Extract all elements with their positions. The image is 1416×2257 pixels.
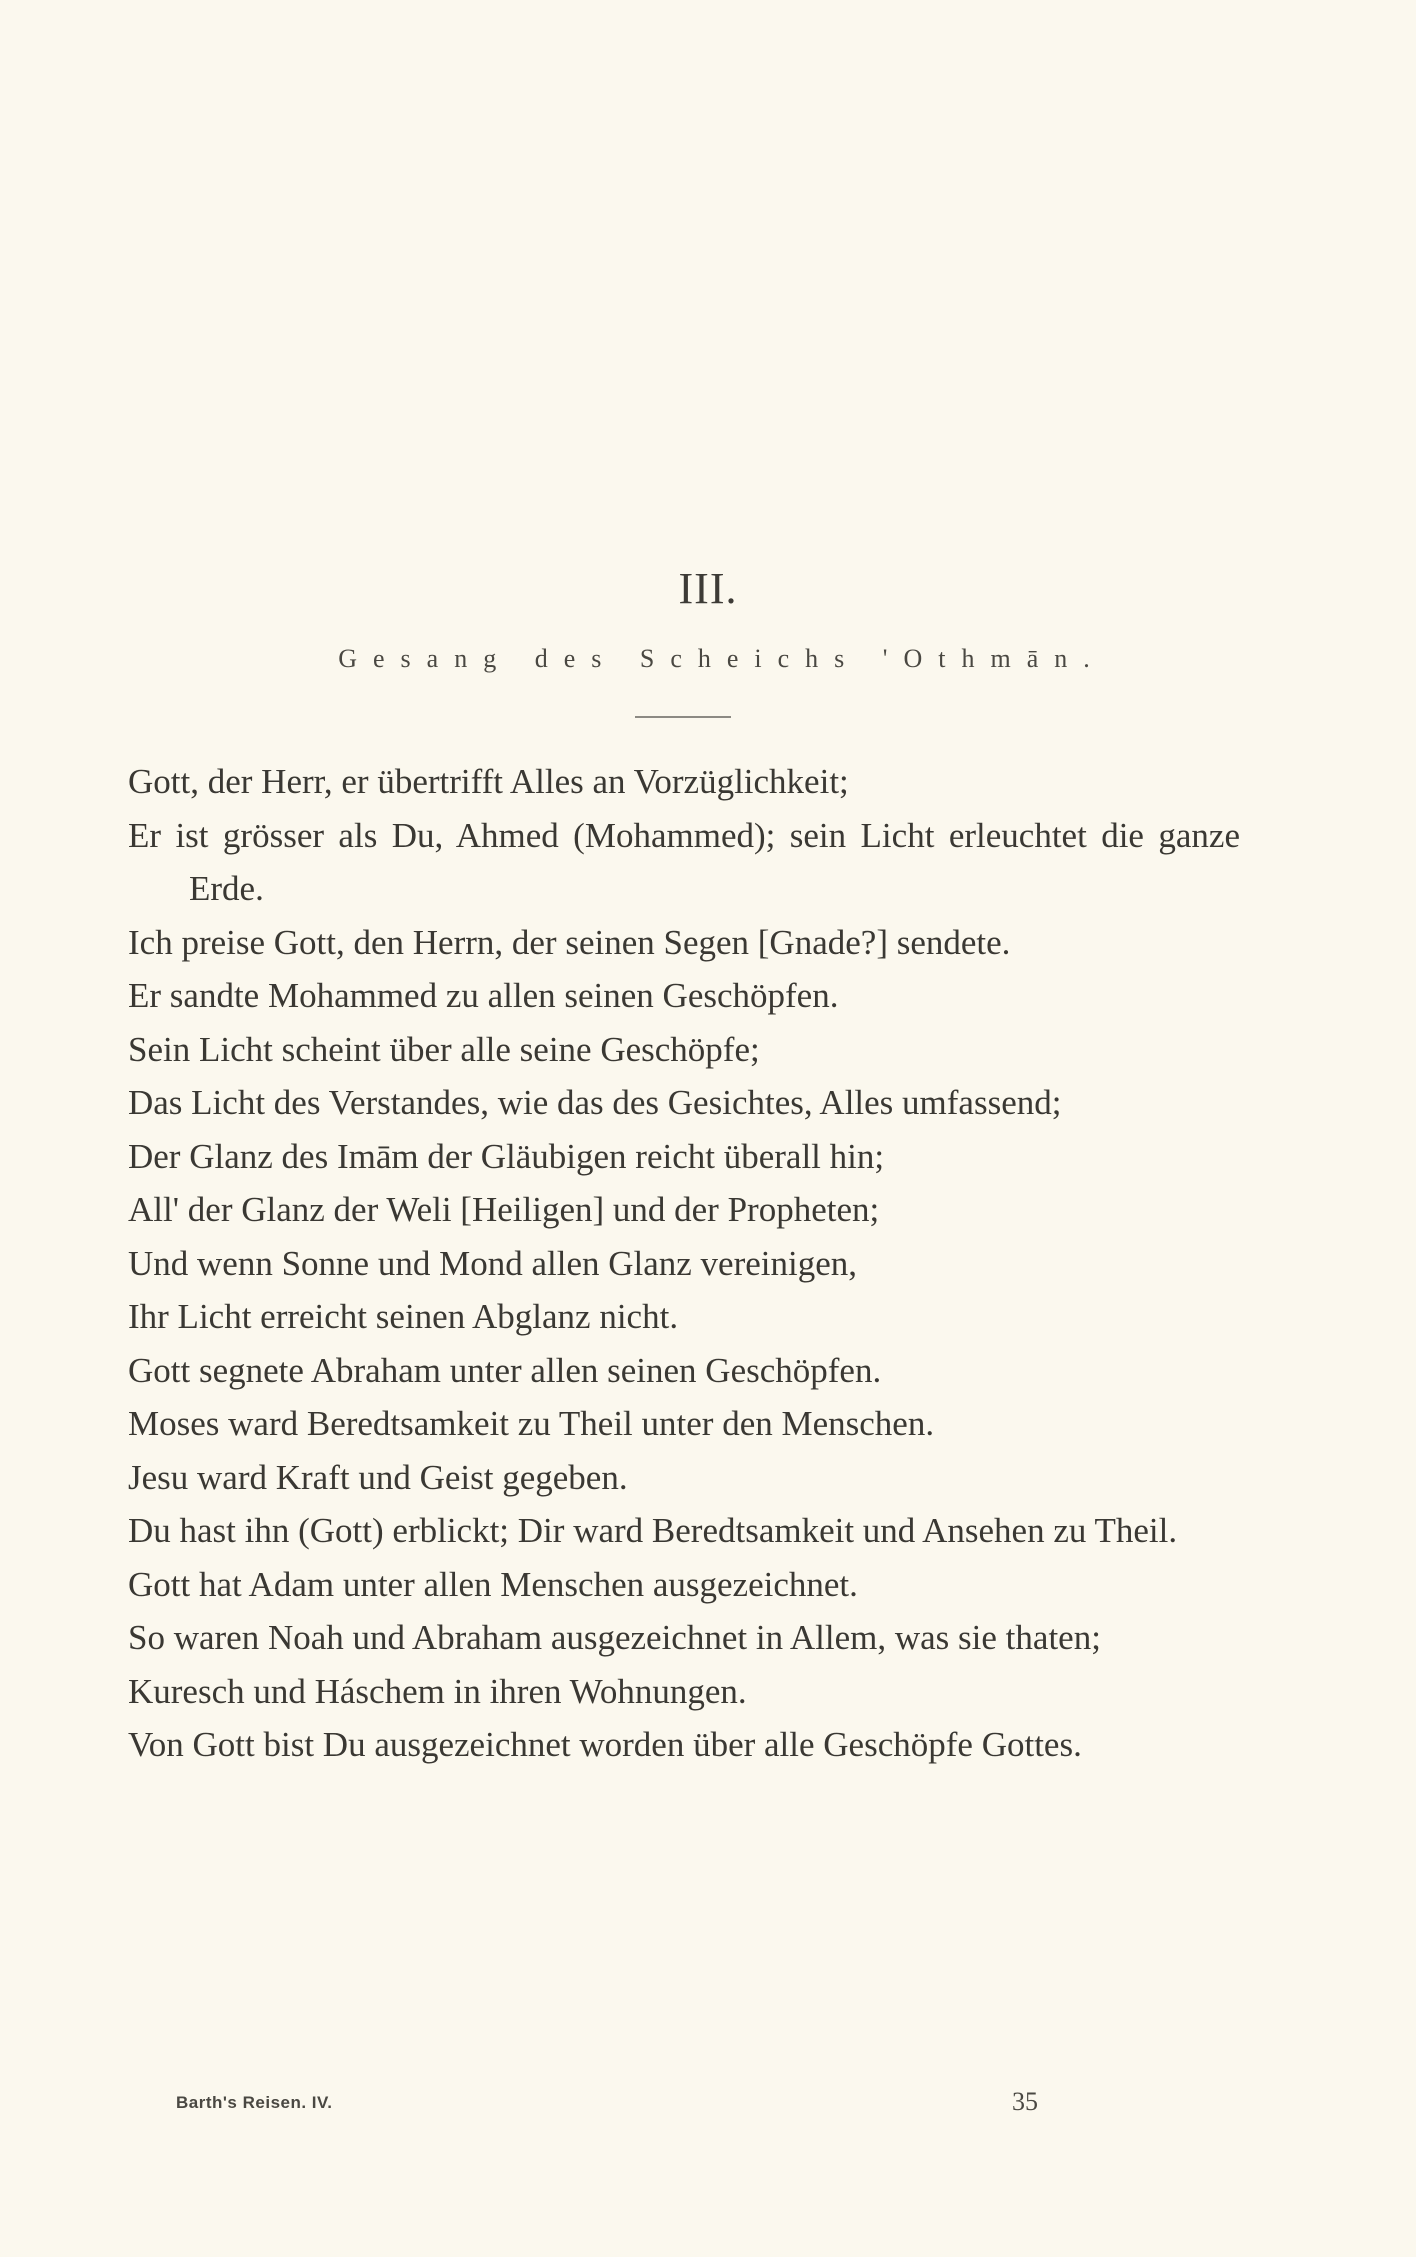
poem-line: Sein Licht scheint über alle seine Geschöpfe; <box>128 1029 760 1069</box>
poem-line: Du hast ihn (Gott) erblickt; Dir ward Beredtsamkeit und Ansehen zu Theil. <box>128 1511 1178 1550</box>
section-divider <box>635 716 731 718</box>
poem-line: Gott, der Herr, er übertrifft Alles an Vorzüglichkeit; <box>128 762 849 801</box>
section-subtitle: Gesang des Scheichs 'Othmān. <box>338 644 1106 673</box>
poem-line: Er sandte Mohammed zu allen seinen Geschöpfen. <box>128 976 839 1015</box>
poem-line: Der Glanz des Imām der Gläubigen reicht überall hin; <box>128 1136 885 1176</box>
poem-line: Von Gott bist Du ausgezeichnet worden über alle Geschöpfe Gottes. <box>128 1725 1082 1764</box>
page-footer <box>0 2085 1416 2125</box>
poem-line: Kuresch und Háschem in ihren Wohnungen. <box>128 1671 747 1711</box>
poem-line: Jesu ward Kraft und Geist gegeben. <box>128 1457 628 1497</box>
poem-line: Das Licht des Verstandes, wie das des Gesichtes, Alles umfassend; <box>128 1083 1062 1122</box>
poem-line: Gott hat Adam unter allen Menschen ausgezeichnet. <box>128 1564 858 1604</box>
poem-line: Ich preise Gott, den Herrn, der seinen Segen [Gnade?] sendete. <box>128 922 1011 962</box>
section-numeral: III. <box>678 564 738 613</box>
poem-line: All' der Glanz der Weli [Heiligen] und der Propheten; <box>128 1190 880 1229</box>
printer-signature: Barth's Reisen. IV. <box>176 2093 333 2112</box>
poem-line: Moses ward Beredtsamkeit zu Theil unter den Menschen. <box>128 1404 935 1443</box>
poem-line: Ihr Licht erreicht seinen Abglanz nicht. <box>128 1297 679 1336</box>
poem-text <box>128 755 1240 1772</box>
poem-line: Er ist grösser als Du, Ahmed (Mohammed); sein Licht erleuchtet die ganze Erde. <box>128 815 1240 908</box>
poem-line: Gott segnete Abraham unter allen seinen Geschöpfen. <box>128 1350 882 1390</box>
poem-line: So waren Noah und Abraham ausgezeichnet in Allem, was sie thaten; <box>128 1618 1101 1657</box>
page-number: 35 <box>1012 2087 1038 2116</box>
poem-line: Und wenn Sonne und Mond allen Glanz vereinigen, <box>128 1243 858 1283</box>
